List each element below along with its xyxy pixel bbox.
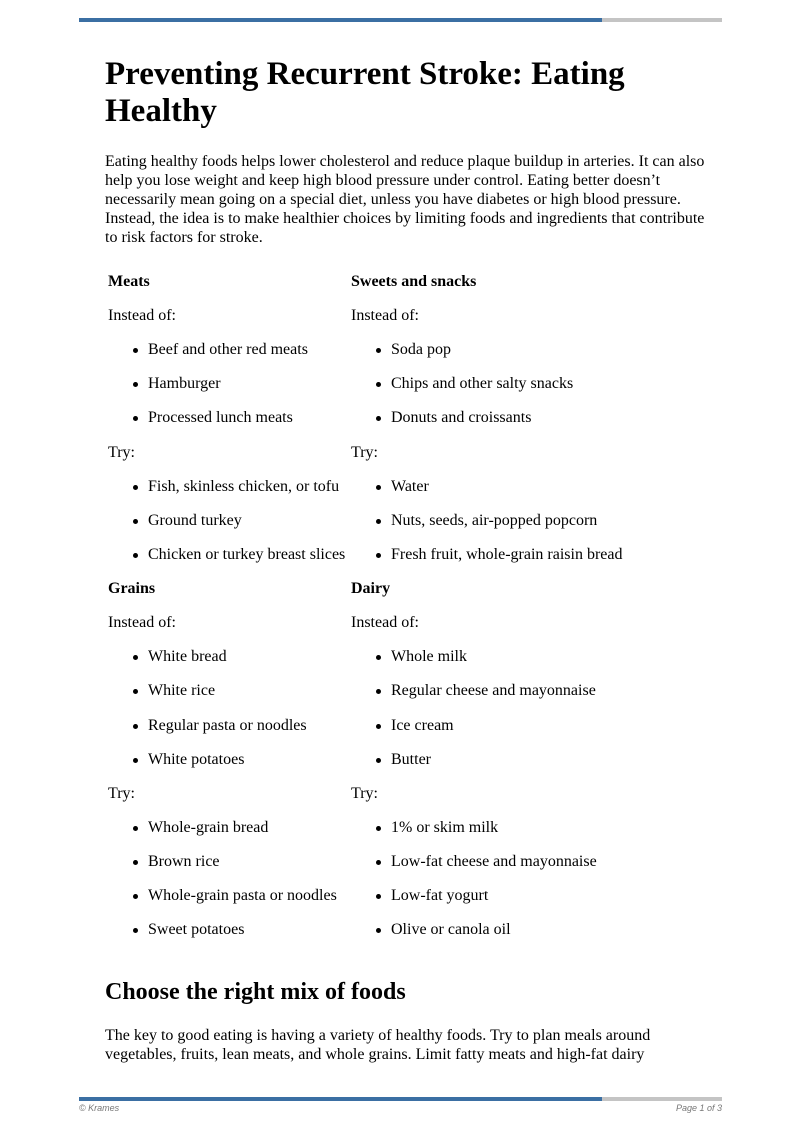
list-item: Regular cheese and mayonnaise	[351, 674, 651, 708]
meats-cell	[108, 265, 351, 572]
page-footer	[79, 1103, 722, 1113]
list-item: White rice	[108, 674, 351, 708]
list-item: Processed lunch meats	[108, 401, 351, 435]
list-item: Donuts and croissants	[351, 401, 651, 435]
dairy-heading: Dairy	[351, 580, 391, 598]
instead-label: Instead of:	[351, 307, 419, 324]
instead-label: Instead of:	[108, 307, 176, 324]
list-item: Ground turkey	[108, 504, 351, 538]
section-paragraph: The key to good eating is having a variety of healthy foods. Try to plan meals around vegetables, fruits, lean meats, and whole grains. Limit fatty meats and high-fat dairy	[105, 1026, 651, 1063]
sweets-heading: Sweets and snacks	[351, 273, 477, 290]
list-item: Low-fat cheese and mayonnaise	[351, 845, 651, 879]
try-label: Try:	[351, 784, 378, 802]
list-item: Sweet potatoes	[108, 913, 351, 947]
list-item: Chicken or turkey breast slices	[108, 538, 351, 572]
list-item: Whole-grain bread	[108, 811, 351, 845]
dairy-instead-list	[351, 640, 651, 777]
copyright-text: © Krames	[79, 1103, 120, 1113]
meats-instead-list	[108, 333, 351, 436]
list-item: Fish, skinless chicken, or tofu	[108, 470, 351, 504]
instead-label: Instead of:	[351, 614, 419, 632]
top-rule	[79, 18, 722, 22]
list-item: White bread	[108, 640, 351, 674]
try-label: Try:	[351, 443, 378, 461]
list-item: 1% or skim milk	[351, 811, 651, 845]
page-title: Preventing Recurrent Stroke: Eating Healthy	[105, 56, 625, 129]
try-label: Try:	[108, 443, 135, 461]
page-content	[105, 56, 705, 1064]
list-item: Regular pasta or noodles	[108, 709, 351, 743]
section-heading: Choose the right mix of foods	[105, 978, 406, 1005]
list-item: Chips and other salty snacks	[351, 367, 651, 401]
list-item: Fresh fruit, whole-grain raisin bread	[351, 538, 651, 572]
grains-try-list	[108, 811, 351, 948]
sweets-try-list	[351, 470, 651, 573]
sweets-instead-list	[351, 333, 651, 436]
list-item: White potatoes	[108, 743, 351, 777]
grains-heading: Grains	[108, 580, 156, 598]
dairy-cell	[351, 572, 651, 948]
list-item: Nuts, seeds, air-popped popcorn	[351, 504, 651, 538]
list-item: Olive or canola oil	[351, 913, 651, 947]
intro-paragraph: Eating healthy foods helps lower cholesterol and reduce plaque buildup in arteries. It can also help you lose weight and keep high blood pressure under control. Eating better doesn’t necessarily mean going on a special diet, unless you have diabetes or high blood pressure. Instead, the idea is to make healthier choices by limiting foods and ingredients that contribute to risk factors for stroke.	[105, 153, 705, 246]
list-item: Beef and other red meats	[108, 333, 351, 367]
instead-label: Instead of:	[108, 614, 176, 632]
meats-try-list	[108, 470, 351, 573]
list-item: Brown rice	[108, 845, 351, 879]
bottom-rule	[79, 1097, 722, 1101]
grains-instead-list	[108, 640, 351, 777]
list-item: Whole-grain pasta or noodles	[108, 879, 351, 913]
grains-cell	[108, 572, 351, 948]
list-item: Hamburger	[108, 367, 351, 401]
list-item: Ice cream	[351, 709, 651, 743]
dairy-try-list	[351, 811, 651, 948]
list-item: Water	[351, 470, 651, 504]
list-item: Butter	[351, 743, 651, 777]
list-item: Whole milk	[351, 640, 651, 674]
sweets-cell	[351, 265, 651, 572]
list-item: Soda pop	[351, 333, 651, 367]
meats-heading: Meats	[108, 273, 150, 290]
try-label: Try:	[108, 784, 135, 802]
food-swap-table	[108, 265, 705, 948]
list-item: Low-fat yogurt	[351, 879, 651, 913]
page-number: Page 1 of 3	[675, 1103, 722, 1113]
